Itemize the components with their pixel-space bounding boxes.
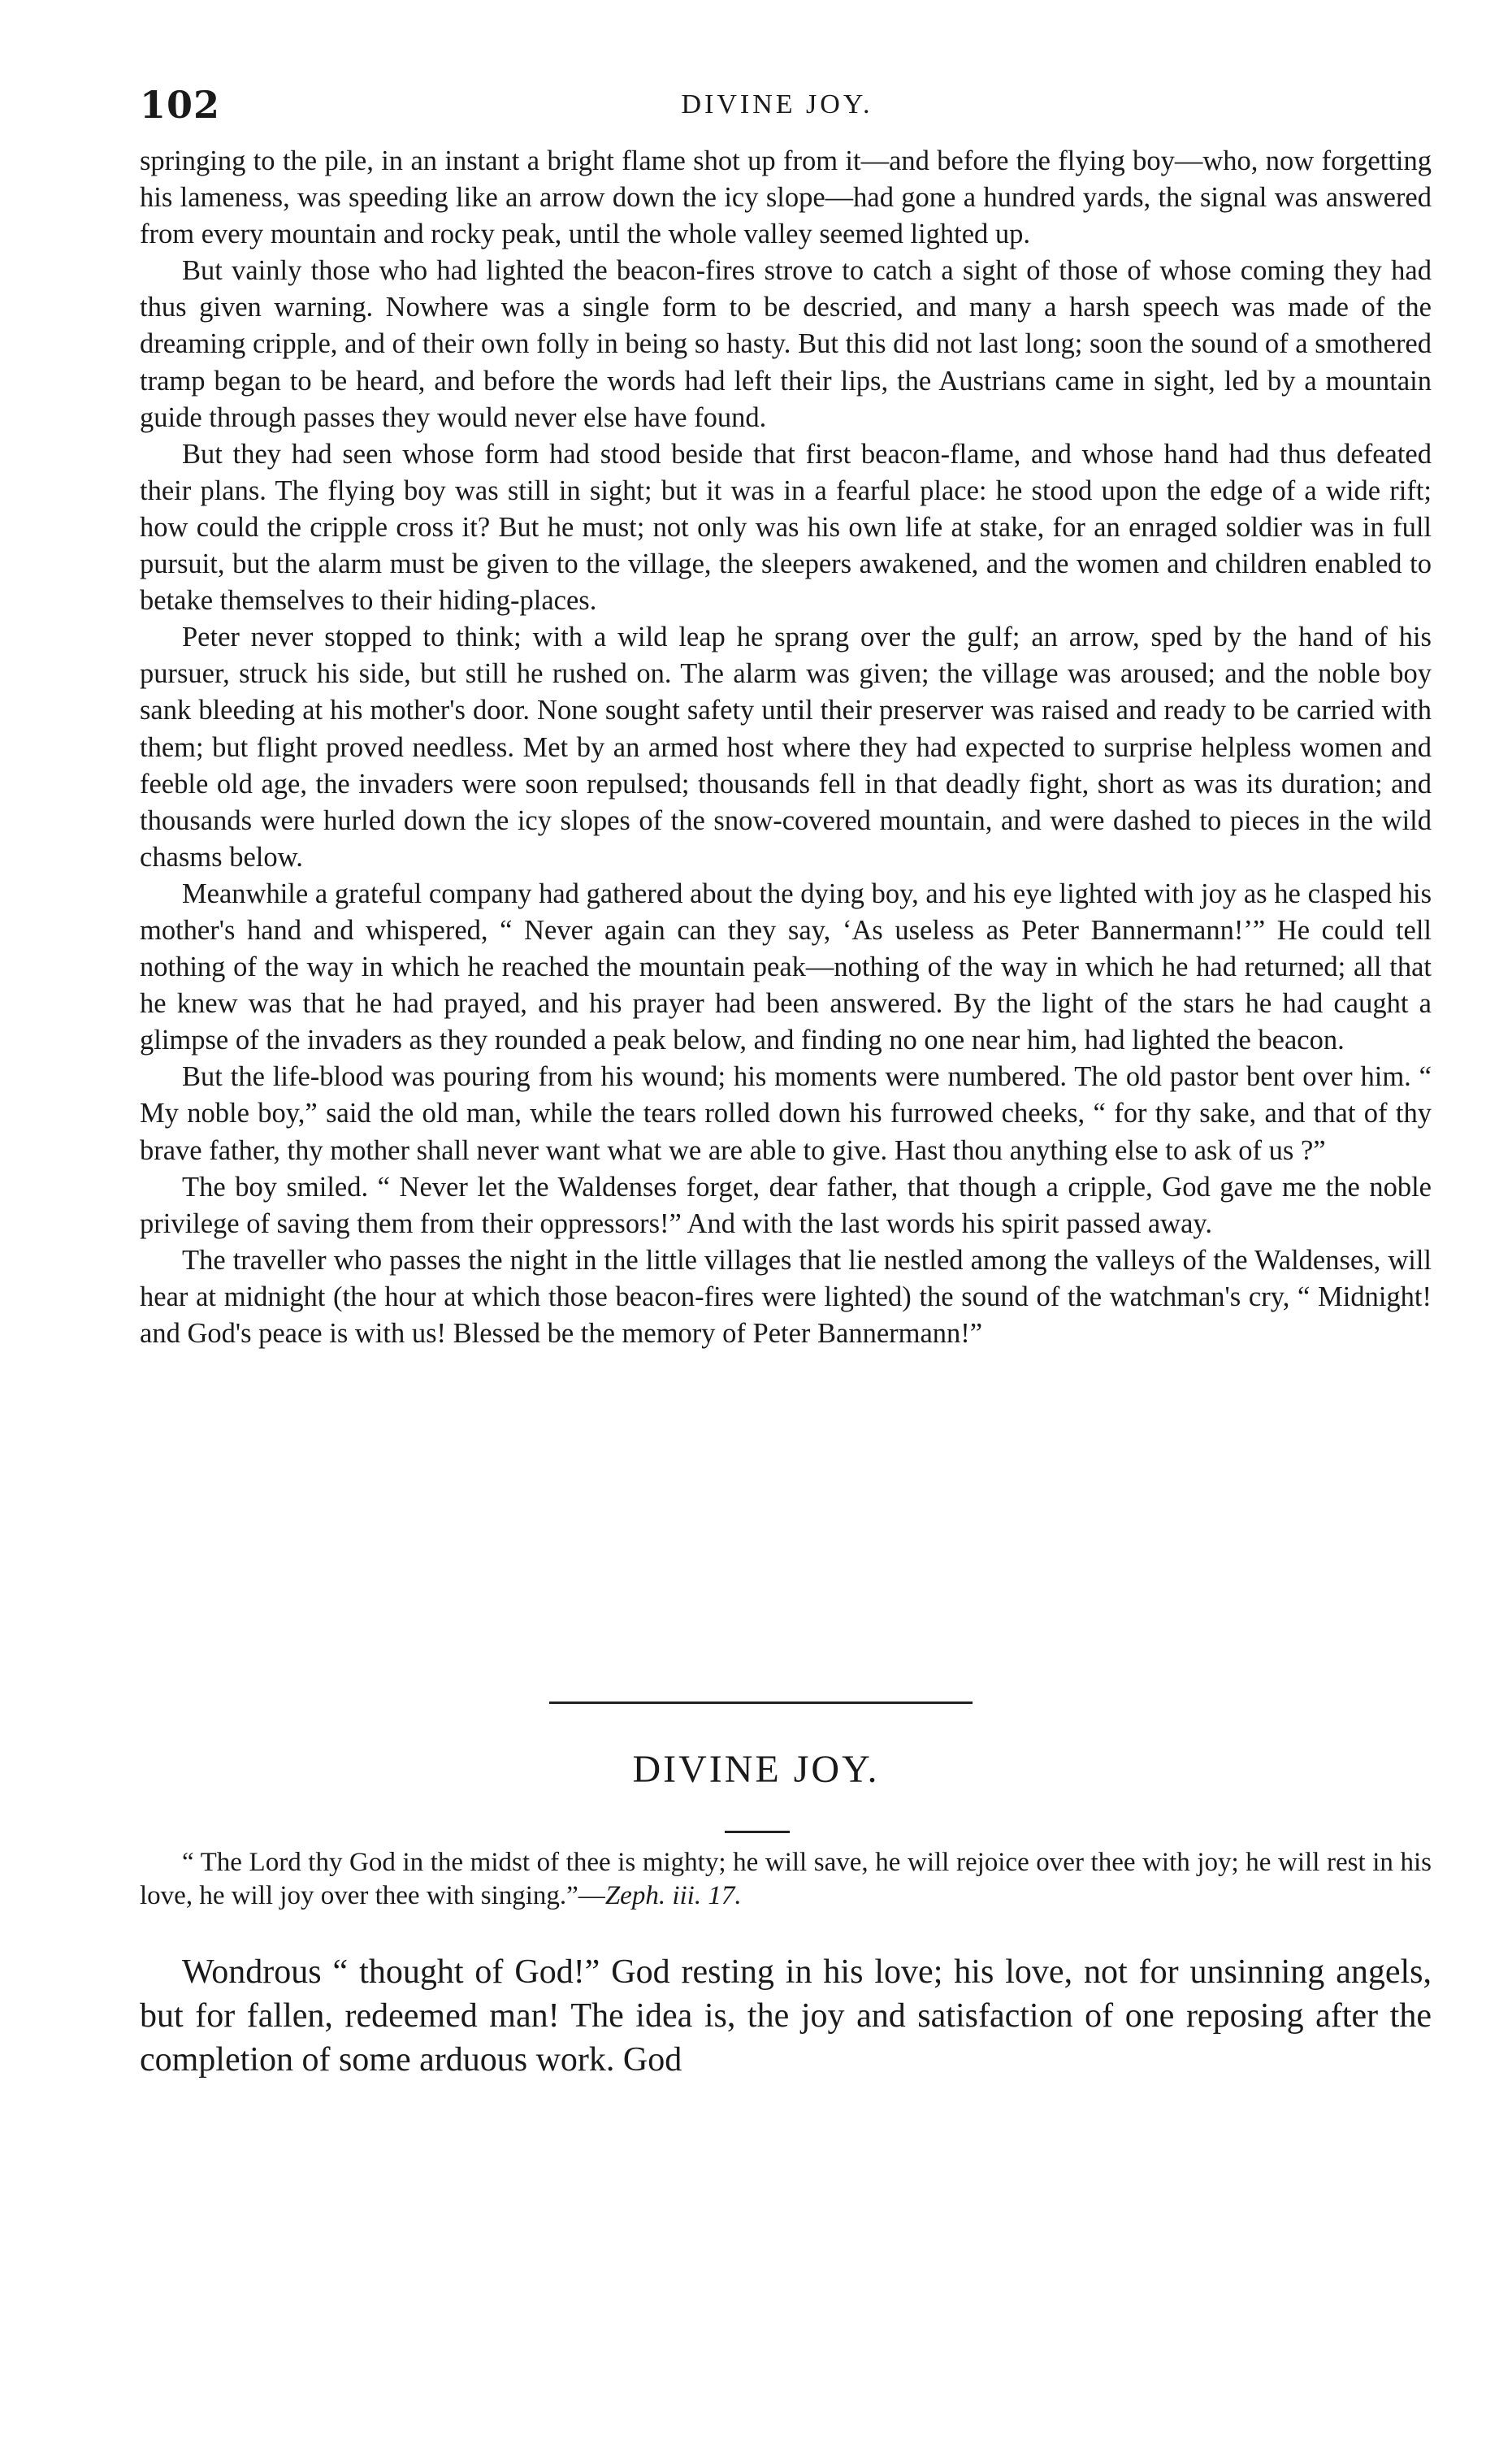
paragraph: But vainly those who had lighted the beacon-fires strove to catch a sight of those of whose coming they had thus given warning. Nowhere was a single form to be descried, and many a harsh speech was made of the dreaming cripple, and of their own folly in being so hasty. But this did not last long; soon the sound of a smothered tramp began to be heard, and before the words had left their lips, the Austrians came in sight, led by a mountain guide through passes they would never else have found.	[140, 255, 1432, 433]
paragraph: Peter never stopped to think; with a wild leap he sprang over the gulf; an arrow, sped by the hand of his pursuer, struck his side, but still he rushed on. The alarm was given; the village was aroused; and the noble boy sank bleeding at his mother's door. None sought safety until their preserver was raised and ready to be carried with them; but flight proved needless. Met by an armed host where they had expected to surprise helpless women and feeble old age, the invaders were soon repulsed; thousands fell in that deadly fight, short as was its duration; and thousands were hurled down the icy slopes of the snow-covered mountain, and were dashed to pieces in the wild chasms below.	[140, 622, 1432, 873]
paragraph: springing to the pile, in an instant a bright flame shot up from it—and before the flying boy—who, now forgetting his lameness, was speeding like an arrow down the icy slope—had gone a hundred yards, the signal was answered from every mountain and rocky peak, until the whole valley seemed lighted up.	[140, 145, 1432, 250]
paragraph: The boy smiled. “ Never let the Waldenses forget, dear father, that though a cripple, God gave me the noble privilege of saving them from their oppressors!” And with the last words his spirit passed away.	[140, 1171, 1432, 1239]
paragraph: The traveller who passes the night in the little villages that lie nestled among the valleys of the Waldenses, will hear at midnight (the hour at which those beacon-fires were lighted) the sound of the watchman's cry, “ Midnight! and God's peace is with us! Blessed be the memory of Peter Bannermann!”	[140, 1244, 1432, 1349]
epigraph-reference: Zeph. iii. 17.	[604, 1881, 742, 1910]
epigraph	[140, 1846, 1432, 1913]
paragraph: But the life-blood was pouring from his wound; his moments were numbered. The old pastor bent over him. “ My noble boy,” said the old man, while the tears rolled down his furrowed cheeks, “ for thy sake, and that of thy brave father, thy mother shall never want what we are able to give. Hast thou anything else to ask of us ?”	[140, 1061, 1432, 1166]
page-number: 102	[140, 83, 221, 127]
paragraph: Meanwhile a grateful company had gathered about the dying boy, and his eye lighted with joy as he clasped his mother's hand and whispered, “ Never again can they say, ‘As useless as Peter Bannermann!’” He could tell nothing of the way in which he reached the mountain peak—nothing of the way in which he had returned; all that he knew was that he had prayed, and his prayer had been answered. By the light of the stars he had caught a glimpse of the invaders as they rounded a peak below, and finding no one near him, had lighted the beacon.	[140, 878, 1432, 1056]
running-head: DIVINE JOY.	[681, 89, 873, 119]
page-header	[140, 83, 1415, 132]
story-text	[140, 143, 1432, 1352]
section-divider-rule	[549, 1702, 973, 1704]
title-underline-rule	[725, 1831, 790, 1833]
paragraph: But they had seen whose form had stood beside that first beacon-flame, and whose hand had thus defeated their plans. The flying boy was still in sight; but it was in a fearful place: he stood upon the edge of a wide rift; how could the cripple cross it? But he must; not only was his own life at stake, for an enraged soldier was in full pursuit, but the alarm must be given to the village, the sleepers awakened, and the women and children enabled to betake themselves to their hiding-places.	[140, 438, 1432, 617]
section-title: DIVINE JOY.	[632, 1748, 880, 1791]
epigraph-text: “ The Lord thy God in the midst of thee is mighty; he will save, he will rejoice over thee with joy; he will rest in his love, he will joy over thee with singing.”—	[140, 1848, 1432, 1910]
section-opening-paragraph: Wondrous “ thought of God!” God resting in his love; his love, not for unsinning angels, but for fallen, redeemed man! The idea is, the joy and satisfaction of one reposing after the completion of some arduous work. God	[140, 1953, 1432, 2079]
